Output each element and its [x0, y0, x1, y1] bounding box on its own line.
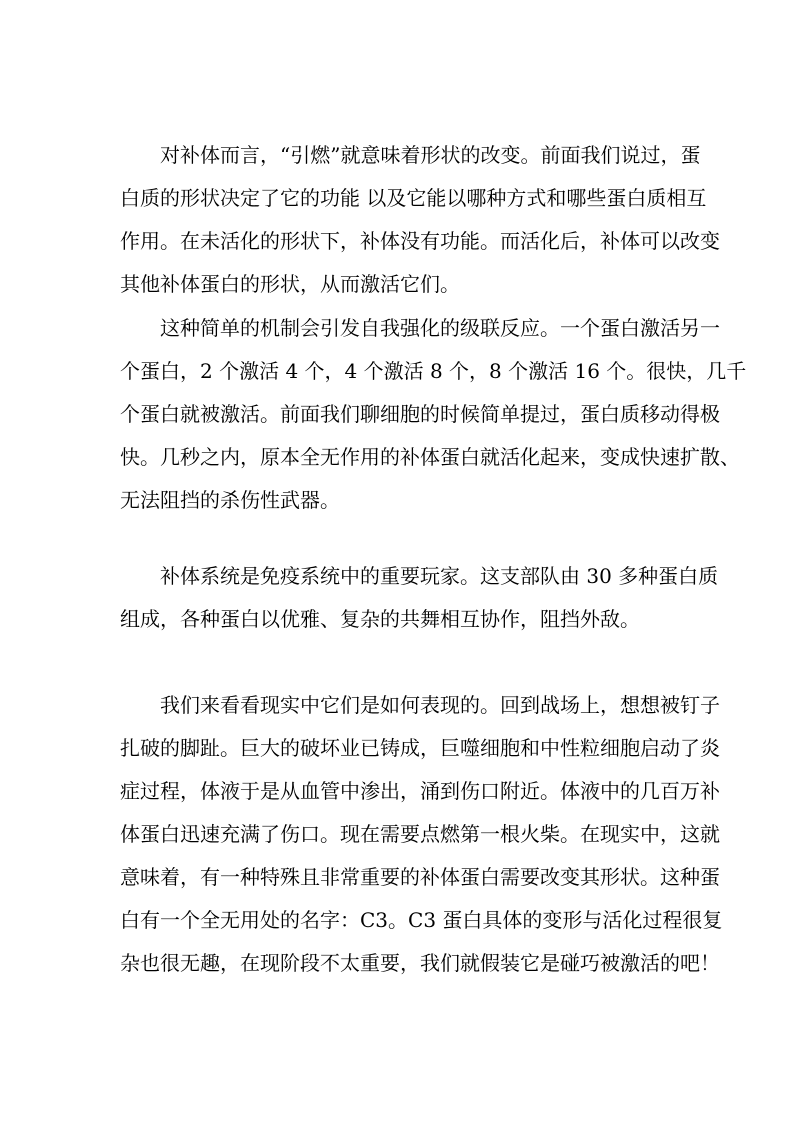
- paragraph-line: 无法阻挡的杀伤性武器。: [120, 488, 340, 512]
- paragraph-line: 补体系统是免疫系统中的重要玩家。这支部队由 30 多种蛋白质: [160, 564, 719, 588]
- paragraph-line: 意味着，有一种特殊且非常重要的补体蛋白需要改变其形状。这种蛋: [120, 865, 720, 889]
- paragraph-line: 这种简单的机制会引发自我强化的级联反应。一个蛋白激活另一: [160, 316, 720, 340]
- paragraph-line: 白质的形状决定了它的功能 以及它能以哪种方式和哪些蛋白质相互: [120, 186, 707, 210]
- paragraph-line: 个蛋白就被激活。前面我们聊细胞的时候简单提过，蛋白质移动得极: [120, 402, 720, 426]
- paragraph-line: 快。几秒之内，原本全无作用的补体蛋白就活化起来，变成快速扩散、: [120, 445, 740, 469]
- paragraph-line: 白有一个全无用处的名字：C3。C3 蛋白具体的变形与活化过程很复: [120, 908, 723, 932]
- paragraph-line: 扎破的脚趾。巨大的破坏业已铸成，巨噬细胞和中性粒细胞启动了炎: [120, 736, 720, 760]
- paragraph-line: 其他补体蛋白的形状，从而激活它们。: [120, 272, 460, 296]
- paragraph-line: 个蛋白，2 个激活 4 个，4 个激活 8 个，8 个激活 16 个。很快，几千: [120, 359, 747, 383]
- paragraph-line: 作用。在未活化的形状下，补体没有功能。而活化后，补体可以改变: [120, 229, 720, 253]
- paragraph-complement-system: [120, 555, 719, 641]
- paragraph-line: 体蛋白迅速充满了伤口。现在需要点燃第一根火柴。在现实中，这就: [120, 822, 720, 846]
- paragraph-real-world-c3: [120, 684, 723, 985]
- paragraph-line: 我们来看看现实中它们是如何表现的。回到战场上，想想被钉子: [160, 693, 720, 717]
- paragraph-line: 症过程，体液于是从血管中渗出，涌到伤口附近。体液中的几百万补: [120, 779, 720, 803]
- paragraph-line: 杂也很无趣，在现阶段不太重要，我们就假装它是碰巧被激活的吧！: [120, 951, 720, 975]
- paragraph-line: 组成，各种蛋白以优雅、复杂的共舞相互协作，阻挡外敌。: [120, 607, 640, 631]
- paragraph-complement-activation-shape: [120, 134, 720, 306]
- paragraph-line: 对补体而言，“引燃”就意味着形状的改变。前面我们说过，蛋: [160, 143, 701, 167]
- paragraph-cascade-reaction: [120, 307, 747, 522]
